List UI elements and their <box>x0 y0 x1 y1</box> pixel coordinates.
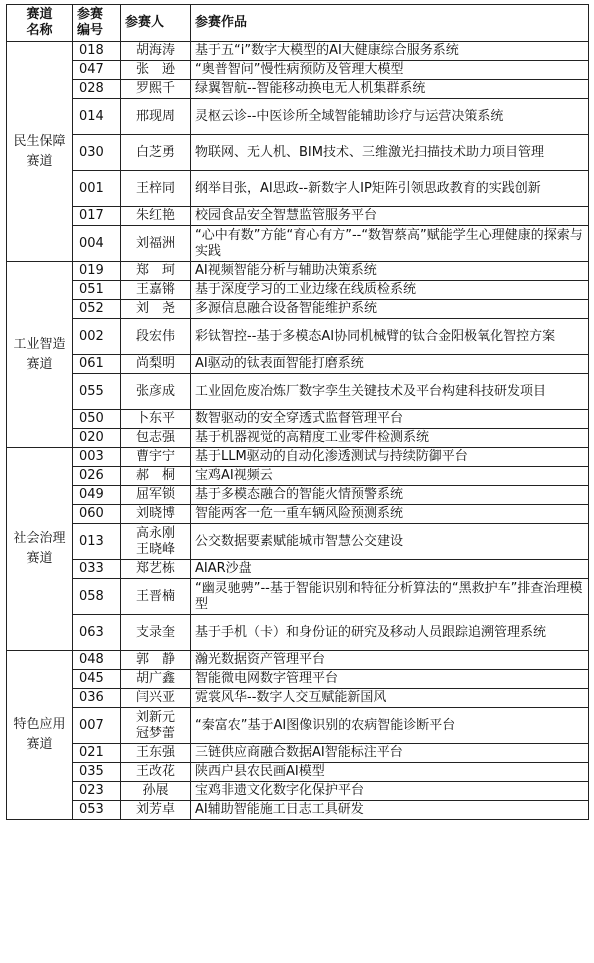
entry-work-title: 基于手机（卡）和身份证的研究及移动人员跟踪追溯管理系统 <box>195 624 547 640</box>
entry-code-cell <box>73 486 121 505</box>
entry-code-cell <box>73 579 121 615</box>
participant-name: 胡广鑫 <box>135 671 175 686</box>
entry-code: 051 <box>79 282 104 297</box>
entry-code: 018 <box>79 43 104 58</box>
entry-work-cell <box>191 744 589 763</box>
participant-cell <box>121 670 191 689</box>
header-text-line: 参赛人 <box>125 15 165 30</box>
participant-cell <box>121 579 191 615</box>
entry-work-title: AI辅助智能施工日志工具研发 <box>195 802 364 817</box>
participant-name: 段宏伟 <box>135 328 175 344</box>
table-row <box>7 410 589 429</box>
header-text-line: 编号 <box>77 23 104 38</box>
track-name: 工业智造赛道 <box>13 336 66 372</box>
header-track-name <box>7 5 73 42</box>
entry-code-cell <box>73 300 121 319</box>
participant-name: 王晋楠 <box>135 588 175 604</box>
entry-work-cell <box>191 207 589 226</box>
table-row <box>7 61 589 80</box>
table-row <box>7 524 589 560</box>
participant-name: 郭 静 <box>135 652 175 667</box>
entry-work-cell <box>191 171 589 207</box>
entry-code: 013 <box>79 533 104 549</box>
participant-cell <box>121 486 191 505</box>
entry-work-cell <box>191 782 589 801</box>
entry-code-cell <box>73 524 121 560</box>
track-name-cell <box>7 262 73 448</box>
entry-work-title: 宝鸡AI视频云 <box>195 468 273 483</box>
entry-code-cell <box>73 262 121 281</box>
entry-code: 047 <box>79 62 104 77</box>
table-row <box>7 99 589 135</box>
entry-code-cell <box>73 744 121 763</box>
entry-work-title: 基于机器视觉的高精度工业零件检测系统 <box>195 430 430 445</box>
participant-cell <box>121 763 191 782</box>
table-row <box>7 281 589 300</box>
entry-code: 045 <box>79 671 104 686</box>
table-row <box>7 801 589 820</box>
entry-work-cell <box>191 560 589 579</box>
entry-work-title: 灵枢云诊--中医诊所全域智能辅助诊疗与运营决策系统 <box>195 108 504 124</box>
entry-code: 017 <box>79 208 104 223</box>
table-row <box>7 80 589 99</box>
entry-work-cell <box>191 61 589 80</box>
entry-work-title: 数智驱动的安全穿透式监督管理平台 <box>195 411 404 426</box>
entry-work-title: 基于深度学习的工业边缘在线质检系统 <box>195 282 417 297</box>
track-name: 社会治理赛道 <box>13 531 66 566</box>
entry-code-cell <box>73 651 121 670</box>
entry-work-title: 霓裳风华--数字人交互赋能新国风 <box>195 690 387 705</box>
participant-name: 白芝勇 <box>135 144 175 160</box>
entry-code-cell <box>73 226 121 262</box>
header-text-line: 参赛作品 <box>195 15 248 30</box>
entry-code: 021 <box>79 745 104 760</box>
track-name-cell <box>7 448 73 651</box>
entry-code: 033 <box>79 561 104 576</box>
table-row <box>7 670 589 689</box>
table-row <box>7 448 589 467</box>
participant-name: 尚梨明 <box>135 356 175 371</box>
participant-cell <box>121 505 191 524</box>
participant-cell <box>121 524 191 560</box>
entry-work-title: 陕西户县农民画AI模型 <box>195 764 325 779</box>
participant-name: 刘福洲 <box>135 235 175 251</box>
participant-name: 刘晓博 <box>135 506 175 521</box>
entry-work-title: 多源信息融合设备智能维护系统 <box>195 301 378 316</box>
participant-name: 刘芳卓 <box>135 802 175 817</box>
entry-code: 055 <box>79 383 104 399</box>
participant-cell <box>121 708 191 744</box>
participant-name: 郑艺栋 <box>135 561 175 576</box>
entry-code-cell <box>73 670 121 689</box>
entry-work-title: AI驱动的钛表面智能打磨系统 <box>195 356 364 371</box>
entry-code-cell <box>73 319 121 355</box>
participant-cell <box>121 355 191 374</box>
participant-cell <box>121 429 191 448</box>
table-row <box>7 467 589 486</box>
table-row <box>7 355 589 374</box>
participant-name: 郑 珂 <box>135 263 175 278</box>
entry-code: 014 <box>79 108 104 124</box>
entry-work-title: 物联网、无人机、BIM技术、三维激光扫描技术助力项目管理 <box>195 144 544 160</box>
table-row <box>7 689 589 708</box>
entry-work-cell <box>191 262 589 281</box>
table-row <box>7 226 589 262</box>
entry-work-cell <box>191 319 589 355</box>
entry-code-cell <box>73 505 121 524</box>
participant-cell <box>121 319 191 355</box>
entry-work-title: AI视频智能分析与辅助决策系统 <box>195 263 377 278</box>
table-row <box>7 505 589 524</box>
participant-name: 刘 尧 <box>135 301 175 316</box>
participant-name: 王梓同 <box>135 180 175 196</box>
entry-code: 048 <box>79 652 104 667</box>
participant-name: 卜东平 <box>135 411 175 426</box>
entry-code-cell <box>73 99 121 135</box>
entry-work-cell <box>191 226 589 262</box>
entry-code-cell <box>73 801 121 820</box>
table-row <box>7 651 589 670</box>
header-row <box>7 5 589 42</box>
entry-work-title: 工业固危废冶炼厂数字孪生关键技术及平台构建科技研发项目 <box>195 383 547 399</box>
entry-code: 053 <box>79 802 104 817</box>
participant-name: 郝 桐 <box>135 468 175 483</box>
entry-code-cell <box>73 560 121 579</box>
entry-work-cell <box>191 80 589 99</box>
participant-cell <box>121 651 191 670</box>
entry-code: 026 <box>79 468 104 483</box>
table-body <box>7 42 589 820</box>
participant-name: 王东强 <box>135 745 175 760</box>
entry-work-title: 宝鸡非遗文化数字化保护平台 <box>195 783 365 798</box>
track-name-cell <box>7 42 73 262</box>
participant-name: 张 逊 <box>135 62 175 77</box>
table-row <box>7 42 589 61</box>
participant-name: 罗熙千 <box>135 81 175 96</box>
participant-cell <box>121 80 191 99</box>
entry-code-cell <box>73 448 121 467</box>
table-row <box>7 207 589 226</box>
entry-work-title: 智能微电网数字管理平台 <box>195 671 339 686</box>
entry-work-title: 公交数据要素赋能城市智慧公交建设 <box>195 533 404 549</box>
table-row <box>7 429 589 448</box>
table-row <box>7 171 589 207</box>
entry-work-title: 基于LLM驱动的自动化渗透测试与持续防御平台 <box>195 449 468 464</box>
participant-name: 屈军锁 <box>135 487 175 502</box>
participant-name: 邢现周 <box>135 108 175 124</box>
entry-work-cell <box>191 651 589 670</box>
entry-code-cell <box>73 80 121 99</box>
participant-name: 曹宇宁 <box>135 449 175 464</box>
entry-work-cell <box>191 300 589 319</box>
entry-work-cell <box>191 708 589 744</box>
entry-code-cell <box>73 281 121 300</box>
participant-cell <box>121 448 191 467</box>
participant-cell <box>121 61 191 80</box>
header-text-line: 赛道 <box>26 7 53 22</box>
entry-work-cell <box>191 486 589 505</box>
participant-cell <box>121 410 191 429</box>
entry-work-title: 纲举目张，AI思政--新数字人IP矩阵引领思政教育的实践创新 <box>195 180 541 196</box>
entry-work-title: “幽灵驰骋”--基于智能识别和特征分析算法的“黑救护车”排查治理模型 <box>195 580 583 612</box>
participant-cell <box>121 42 191 61</box>
entry-work-cell <box>191 689 589 708</box>
entry-code: 052 <box>79 301 104 316</box>
table-row <box>7 579 589 615</box>
entry-work-cell <box>191 801 589 820</box>
table-row <box>7 135 589 171</box>
entry-code: 060 <box>79 506 104 521</box>
track-name: 民生保障赛道 <box>13 133 66 169</box>
entry-work-title: “秦富农”基于AI图像识别的农病智能诊断平台 <box>195 717 456 733</box>
entry-code-cell <box>73 42 121 61</box>
entry-code-cell <box>73 615 121 651</box>
entry-work-title: AIAR沙盘 <box>195 561 252 576</box>
header-entry-work <box>191 5 589 42</box>
entry-work-cell <box>191 670 589 689</box>
entry-work-title: 校园食品安全智慧监管服务平台 <box>195 208 378 223</box>
header-text-line: 名称 <box>26 23 53 38</box>
entry-code-cell <box>73 708 121 744</box>
header-text-line: 参赛 <box>77 7 104 22</box>
entry-code-cell <box>73 135 121 171</box>
entry-code-cell <box>73 467 121 486</box>
entry-work-cell <box>191 42 589 61</box>
participant-cell <box>121 782 191 801</box>
entry-work-title: 瀚光数据资产管理平台 <box>195 652 326 667</box>
participant-name: 支录奎 <box>135 624 175 640</box>
entry-work-title: 智能两客一危一重车辆风险预测系统 <box>195 506 404 521</box>
entry-code: 061 <box>79 356 104 371</box>
entry-work-cell <box>191 448 589 467</box>
competition-entries-table <box>6 4 589 820</box>
entry-code: 002 <box>79 328 104 344</box>
entry-work-cell <box>191 355 589 374</box>
entry-work-cell <box>191 524 589 560</box>
entry-code: 019 <box>79 263 104 278</box>
entry-work-cell <box>191 410 589 429</box>
entry-work-cell <box>191 763 589 782</box>
entry-code: 058 <box>79 588 104 604</box>
table-header <box>7 5 589 42</box>
track-name-cell <box>7 651 73 820</box>
table-row <box>7 763 589 782</box>
participant-name: 王嘉锵 <box>135 282 175 297</box>
participant-cell <box>121 467 191 486</box>
entry-code: 030 <box>79 144 104 160</box>
participant-cell <box>121 689 191 708</box>
participant-cell <box>121 560 191 579</box>
entry-work-cell <box>191 99 589 135</box>
entry-code: 049 <box>79 487 104 502</box>
entry-work-title: “心中有数”方能“育心有方”--“数智蔡高”赋能学生心理健康的探索与实践 <box>195 227 583 259</box>
entry-work-cell <box>191 579 589 615</box>
entry-work-cell <box>191 505 589 524</box>
entry-work-cell <box>191 374 589 410</box>
header-entry-code <box>73 5 121 42</box>
entry-code-cell <box>73 429 121 448</box>
entry-code-cell <box>73 763 121 782</box>
participant-cell <box>121 99 191 135</box>
entry-code: 020 <box>79 430 104 445</box>
entry-code-cell <box>73 782 121 801</box>
entry-code: 028 <box>79 81 104 96</box>
participant-cell <box>121 262 191 281</box>
table-row <box>7 615 589 651</box>
entry-code: 063 <box>79 624 104 640</box>
participant-name: 朱红艳 <box>135 208 175 223</box>
entry-code: 036 <box>79 690 104 705</box>
entry-code-cell <box>73 207 121 226</box>
entry-work-title: 三链供应商融合数据AI智能标注平台 <box>195 745 403 760</box>
entry-code-cell <box>73 171 121 207</box>
participant-name: 胡海涛 <box>135 43 175 58</box>
entry-code: 035 <box>79 764 104 779</box>
entry-work-title: “奥普智问”慢性病预防及管理大模型 <box>195 62 404 77</box>
participant-name: 冠梦蕾 <box>135 725 175 741</box>
entry-code-cell <box>73 61 121 80</box>
entry-code-cell <box>73 355 121 374</box>
entry-code-cell <box>73 689 121 708</box>
table-row <box>7 782 589 801</box>
entry-code: 003 <box>79 449 104 464</box>
participant-cell <box>121 135 191 171</box>
entry-code: 001 <box>79 180 104 196</box>
track-name: 特色应用赛道 <box>13 717 66 752</box>
participant-name: 张彦成 <box>135 383 175 399</box>
entry-work-cell <box>191 281 589 300</box>
entry-code: 004 <box>79 235 104 251</box>
participant-name: 王改花 <box>135 764 175 779</box>
table-row <box>7 262 589 281</box>
entry-work-cell <box>191 135 589 171</box>
entry-work-title: 彩钛智控--基于多模态AI协同机械臂的钛合金阳极氧化智控方案 <box>195 328 556 344</box>
entry-code-cell <box>73 410 121 429</box>
entry-work-cell <box>191 467 589 486</box>
header-participant <box>121 5 191 42</box>
table-row <box>7 319 589 355</box>
table-row <box>7 744 589 763</box>
table-row <box>7 486 589 505</box>
participant-name: 孙展 <box>142 783 169 798</box>
table-row <box>7 708 589 744</box>
participant-name: 刘新元 <box>135 709 175 725</box>
table-row <box>7 560 589 579</box>
entry-work-title: 基于多模态融合的智能火情预警系统 <box>195 487 404 502</box>
participant-cell <box>121 300 191 319</box>
participant-cell <box>121 171 191 207</box>
participant-name: 闫兴亚 <box>135 690 175 705</box>
participant-name: 包志强 <box>135 430 175 445</box>
entry-work-title: 基于五“i”数字大模型的AI大健康综合服务系统 <box>195 43 459 58</box>
participant-cell <box>121 744 191 763</box>
participant-cell <box>121 801 191 820</box>
participant-cell <box>121 226 191 262</box>
participant-cell <box>121 615 191 651</box>
participant-cell <box>121 374 191 410</box>
table-row <box>7 300 589 319</box>
entry-code: 023 <box>79 783 104 798</box>
entry-work-cell <box>191 429 589 448</box>
participant-cell <box>121 207 191 226</box>
entry-code: 007 <box>79 717 104 733</box>
participant-name: 高永刚 <box>135 525 175 541</box>
participant-name: 王晓峰 <box>135 541 175 557</box>
table-row <box>7 374 589 410</box>
entry-work-cell <box>191 615 589 651</box>
entry-code: 050 <box>79 411 104 426</box>
entry-code-cell <box>73 374 121 410</box>
entry-work-title: 绿翼智航--智能移动换电无人机集群系统 <box>195 81 426 96</box>
participant-cell <box>121 281 191 300</box>
